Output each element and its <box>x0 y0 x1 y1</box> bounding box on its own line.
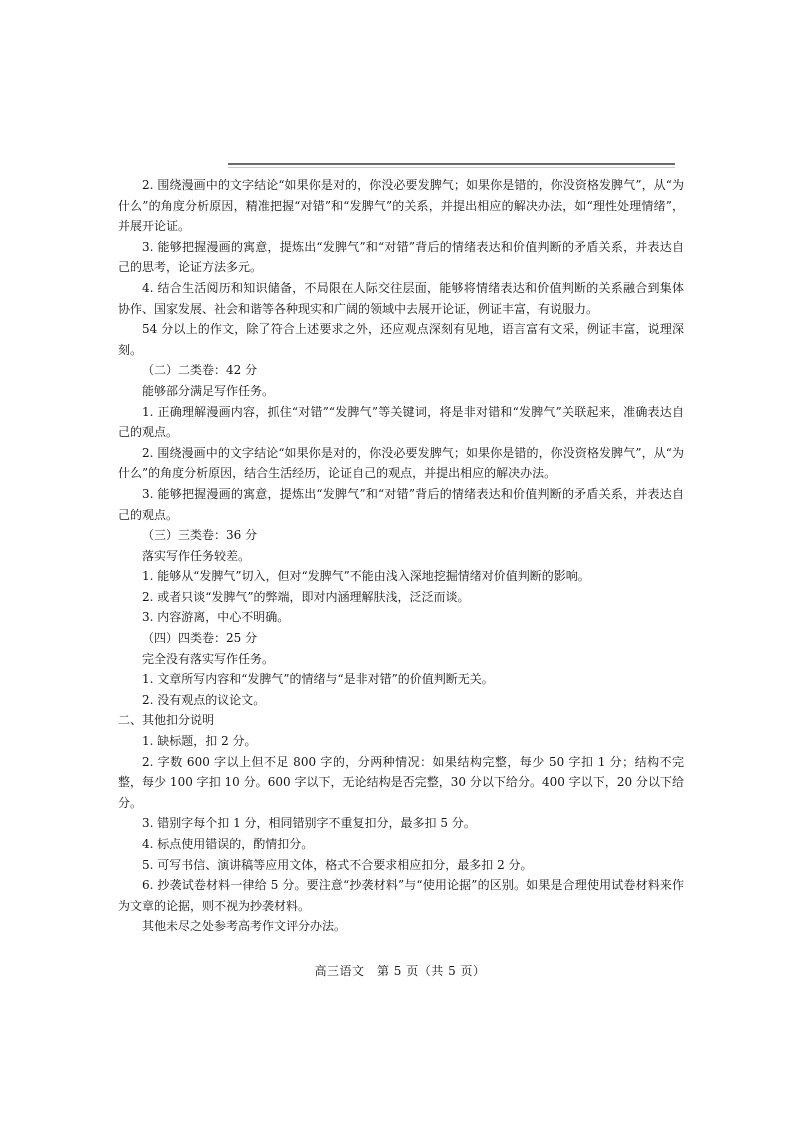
paragraph: 能够部分满足写作任务。 <box>142 383 275 398</box>
paragraph: 2. 围绕漫画中的文字结论“如果你是对的，你没必要发脾气；如果你是错的，你没资格发脾气”，从“为什么”的角度分析原因，结合生活经历，论证自己的观点，并提出相应的解决办法。 <box>118 445 684 481</box>
header-rule-shadow <box>228 167 675 168</box>
paragraph: 6. 抄袭试卷材料一律给 5 分。要注意“抄袭材料”与“使用论据”的区别。如果是合理使用试卷材料来作为文章的论据，则不视为抄袭材料。 <box>118 878 684 913</box>
section-heading: 二、其他扣分说明 <box>118 713 215 728</box>
paragraph: 2. 或者只谈“发脾气”的弊端，即对内涵理解肤浅，泛泛而谈。 <box>142 589 470 604</box>
paragraph: 2. 没有观点的议论文。 <box>142 692 266 707</box>
paragraph: 3. 能够把握漫画的寓意，提炼出“发脾气”和“对错”背后的情绪表达和价值判断的矛盾关系，并表达自己的观点。 <box>118 486 684 522</box>
paragraph: 其他未尽之处参考高考作文评分办法。 <box>142 919 347 934</box>
paragraph: 3. 内容游离，中心不明确。 <box>142 610 290 625</box>
paragraph: （四）四类卷：25 分 <box>142 631 258 646</box>
paragraph: 3. 错别字每个扣 1 分，相同错别字不重复扣分，最多扣 5 分。 <box>142 816 476 831</box>
paragraph: 2. 字数 600 字以上但不足 800 字的，分两种情况：如果结构完整，每少 50 字扣 1 分；结构不完整，每少 100 字扣 10 分。600 字以下，无论结构是否完整，30 分以下给分。400 字以下，20 分以下给分。 <box>118 754 684 810</box>
paragraph: 54 分以上的作文，除了符合上述要求之外，还应观点深刻有见地，语言富有文采，例证丰富，说理深刻。 <box>118 322 684 357</box>
paragraph: 1. 文章所写内容和“发脾气”的情绪与“是非对错”的价值判断无关。 <box>142 672 494 687</box>
document-body <box>118 175 684 937</box>
paragraph: 3. 能够把握漫画的寓意，提炼出“发脾气”和“对错”背后的情绪表达和价值判断的矛盾关系，并表达自己的思考，论证方法多元。 <box>118 239 684 275</box>
paragraph: 1. 能够从“发脾气”切入，但对“发脾气”不能由浅入深地挖掘情绪对价值判断的影响。 <box>142 569 590 584</box>
paragraph: 2. 围绕漫画中的文字结论“如果你是对的，你没必要发脾气；如果你是错的，你没资格发脾气”，从“为什么”的角度分析原因，精准把握“对错”和“发脾气”的关系，并提出相应的解决办法，如“理性处理情绪”，并展开论证。 <box>118 178 684 234</box>
paragraph: 1. 缺标题，扣 2 分。 <box>142 734 257 749</box>
paragraph: 4. 标点使用错误的，酌情扣分。 <box>142 837 314 851</box>
paragraph: 4. 结合生活阅历和知识储备，不局限在人际交往层面，能够将情绪表达和价值判断的关系融合到集体协作、国家发展、社会和谐等各种现实和广阔的领域中去展开论证，例证丰富，有说服力。 <box>118 280 684 316</box>
page-footer: 高三语文 第 5 页（共 5 页） <box>314 964 486 978</box>
header-rule <box>228 163 675 165</box>
paragraph: （二）二类卷：42 分 <box>142 363 258 378</box>
paragraph: 5. 可写书信、演讲稿等应用文体，格式不合要求相应扣分，最多扣 2 分。 <box>142 857 533 872</box>
paragraph: 1. 正确理解漫画内容，抓住“对错”“发脾气”等关键词，将是非对错和“发脾气”关联起来，准确表达自己的观点。 <box>118 404 684 440</box>
paragraph: 落实写作任务较差。 <box>142 548 251 563</box>
paragraph: 完全没有落实写作任务。 <box>142 651 275 666</box>
paragraph: （三）三类卷：36 分 <box>142 528 258 543</box>
